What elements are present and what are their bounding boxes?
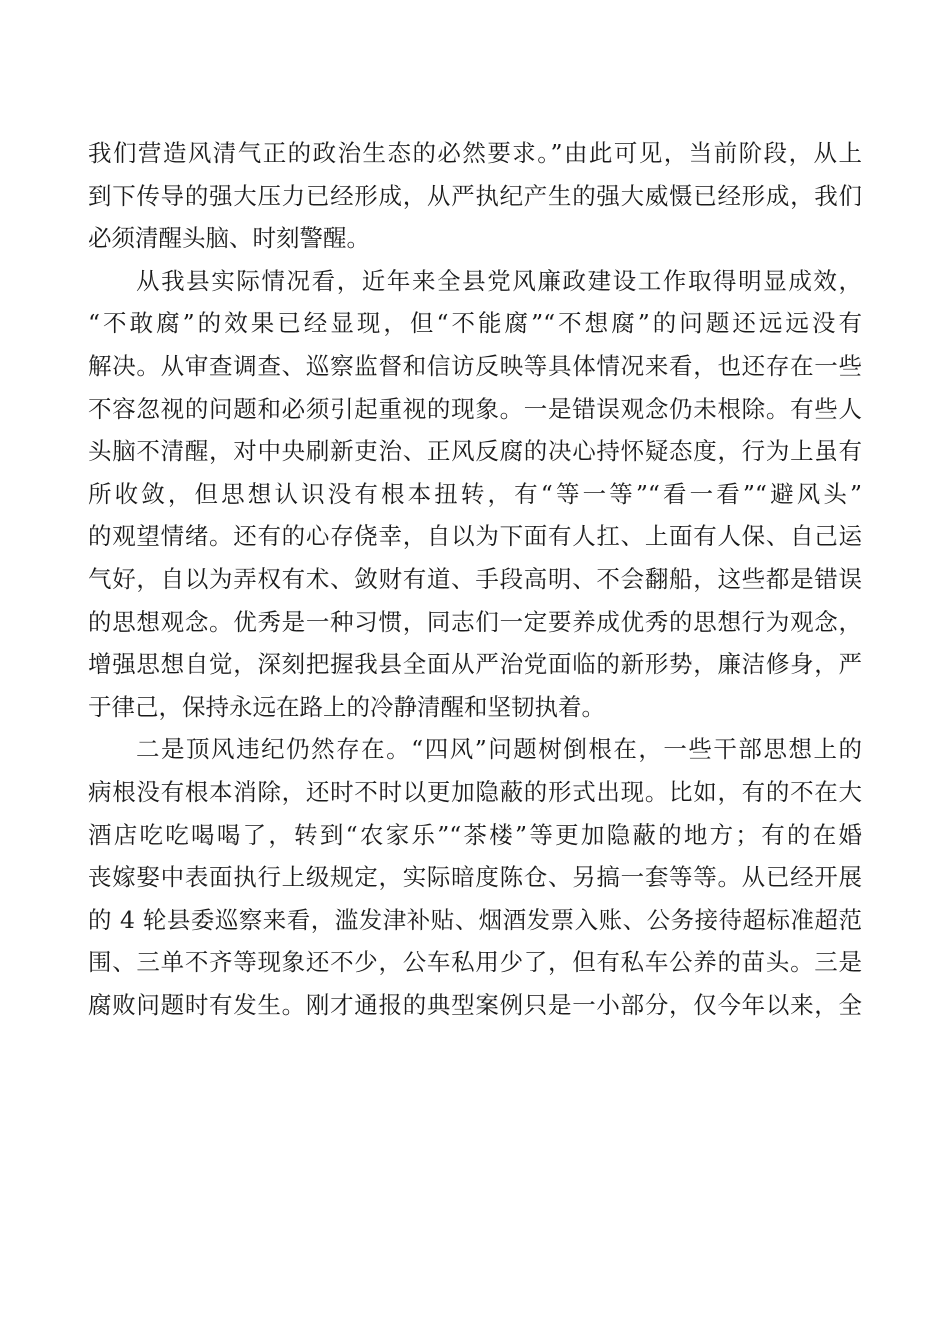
text-line: 的 4 轮县委巡察来看，滥发津补贴、烟酒发票入账、公务接待超标准超范 <box>88 905 862 934</box>
text-line: 所收敛，但思想认识没有根本扭转，有“等一等”“看一看”“避风头” <box>88 479 862 508</box>
paragraph-1 <box>88 132 862 260</box>
text-line: “不敢腐”的效果已经显现，但“不能腐”“不想腐”的问题还远远没有 <box>88 309 862 338</box>
text-line: 不容忽视的问题和必须引起重视的现象。一是错误观念仍未根除。有些人 <box>88 394 862 423</box>
text-line: 气好，自以为弄权有术、敛财有道、手段高明、不会翻船，这些都是错误 <box>88 564 862 593</box>
text-line: 我们营造风清气正的政治生态的必然要求。”由此可见，当前阶段，从上 <box>88 139 862 167</box>
text-line: 围、三单不齐等现象还不少，公车私用少了，但有私车公养的苗头。三是 <box>88 948 862 977</box>
text-line: 必须清醒头脑、时刻警醒。 <box>88 224 370 253</box>
document-page <box>88 132 862 1026</box>
paragraph-3 <box>88 728 862 1026</box>
text-line: 的思想观念。优秀是一种习惯，同志们一定要养成优秀的思想行为观念， <box>88 607 862 636</box>
text-line: 丧嫁娶中表面执行上级规定，实际暗度陈仓、另搞一套等等。从已经开展 <box>88 863 862 892</box>
text-line: 二是顶风违纪仍然存在。“四风”问题树倒根在，一些干部思想上的 <box>136 735 862 764</box>
text-line: 腐败问题时有发生。刚才通报的典型案例只是一小部分，仅今年以来，全 <box>88 990 862 1019</box>
text-line: 增强思想自觉，深刻把握我县全面从严治党面临的新形势，廉洁修身，严 <box>88 650 862 679</box>
text-line: 头脑不清醒，对中央刷新吏治、正风反腐的决心持怀疑态度，行为上虽有 <box>88 437 862 466</box>
text-line: 酒店吃吃喝喝了，转到“农家乐”“茶楼”等更加隐蔽的地方；有的在婚 <box>88 820 862 849</box>
text-line: 从我县实际情况看，近年来全县党风廉政建设工作取得明显成效， <box>136 266 862 295</box>
paragraph-2 <box>88 260 862 729</box>
text-line: 到下传导的强大压力已经形成，从严执纪产生的强大威慑已经形成，我们 <box>88 181 862 210</box>
text-line: 于律己，保持永远在路上的冷静清醒和坚韧执着。 <box>88 692 605 721</box>
text-line: 的观望情绪。还有的心存侥幸，自以为下面有人扛、上面有人保、自己运 <box>88 522 862 551</box>
text-line: 病根没有根本消除，还时不时以更加隐蔽的形式出现。比如，有的不在大 <box>88 777 862 806</box>
text-line: 解决。从审查调查、巡察监督和信访反映等具体情况来看，也还存在一些 <box>88 351 862 380</box>
